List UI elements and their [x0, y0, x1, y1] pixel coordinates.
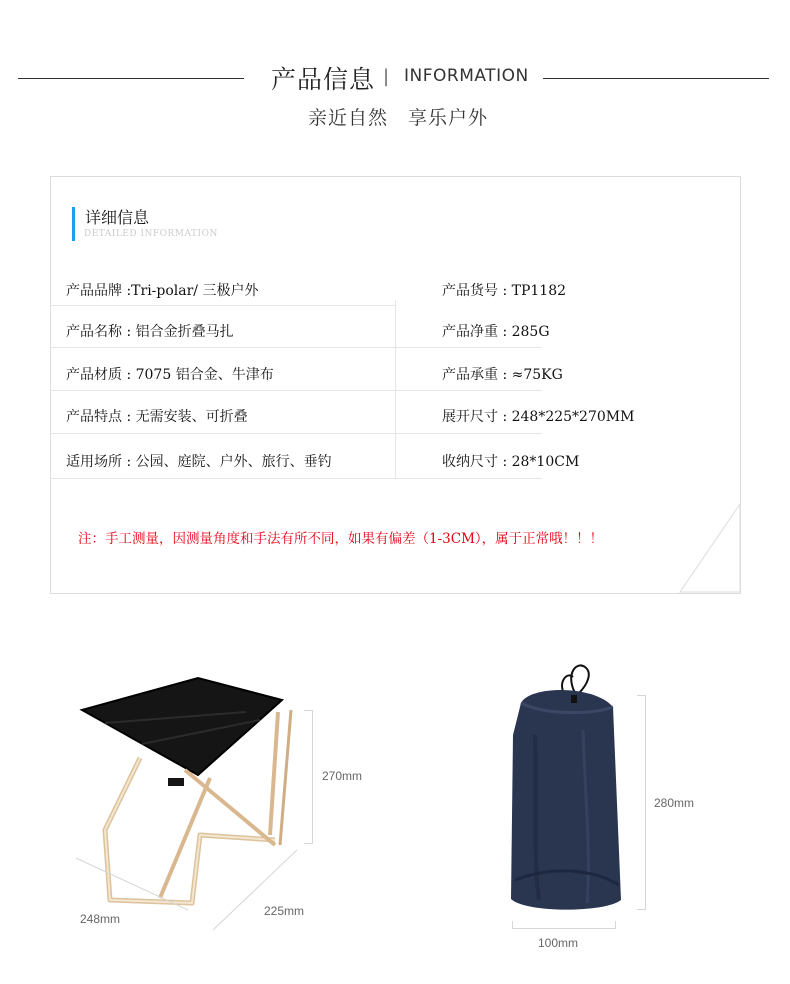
card-accent-bar — [72, 207, 75, 241]
table-cell-load: 产品承重 : ≈75KG — [442, 367, 563, 383]
bag-width-line — [512, 928, 616, 929]
card-subtitle: DETAILED INFORMATION — [84, 229, 218, 239]
header-line-right — [543, 78, 769, 79]
bag-height-tick — [637, 909, 646, 910]
table-cell-brand: 产品品牌 :Tri-polar/ 三极户外 — [66, 283, 259, 299]
table-cell-features: 产品特点 : 无需安装、可折叠 — [66, 409, 248, 425]
table-cell-name: 产品名称 : 铝合金折叠马扎 — [66, 324, 234, 340]
table-row-divider — [50, 305, 396, 306]
table-row-divider — [50, 478, 542, 479]
page-title-en: INFORMATION — [404, 66, 529, 86]
stool-height-line — [312, 710, 313, 844]
table-cell-packed-size: 收纳尺寸 : 28*10CM — [442, 454, 580, 470]
page-subtitle: 亲近自然 享乐户外 — [308, 107, 489, 129]
table-cell-unfolded-size: 展开尺寸 : 248*225*270MM — [442, 409, 635, 425]
table-row-divider — [50, 390, 542, 391]
stool-width-line — [72, 850, 192, 920]
stool-depth-line — [205, 840, 305, 940]
stool-width-label: 248mm — [80, 912, 121, 926]
table-row-divider — [50, 433, 542, 434]
stool-height-tick — [304, 843, 313, 844]
bag-height-line — [645, 695, 646, 910]
table-cell-usage: 适用场所 : 公园、庭院、户外、旅行、垂钓 — [66, 454, 332, 470]
table-cell-sku: 产品货号 : TP1182 — [442, 283, 567, 299]
header-line-left — [18, 78, 244, 79]
bag-image — [495, 655, 635, 920]
stool-height-tick — [304, 710, 313, 711]
card-fold-corner — [660, 480, 742, 594]
measurement-note: 注：手工测量，因测量角度和手法有所不同，如果有偏差（1-3CM），属于正常哦！！！ — [78, 531, 604, 547]
title-separator: | — [383, 66, 390, 87]
bag-height-label: 280mm — [654, 796, 695, 810]
bag-width-tick — [615, 921, 616, 929]
bag-width-tick — [512, 921, 513, 929]
table-column-divider — [395, 300, 396, 478]
bag-height-tick — [637, 695, 646, 696]
card-title: 详细信息 — [85, 208, 150, 227]
page-title: 产品信息 — [271, 65, 376, 94]
table-cell-material: 产品材质 : 7075 铝合金、牛津布 — [66, 367, 274, 383]
stool-height-label: 270mm — [322, 769, 363, 783]
table-row-divider — [50, 347, 542, 348]
bag-width-label: 100mm — [538, 936, 579, 950]
stool-depth-label: 225mm — [264, 904, 305, 918]
table-cell-weight: 产品净重 : 285G — [442, 324, 550, 340]
